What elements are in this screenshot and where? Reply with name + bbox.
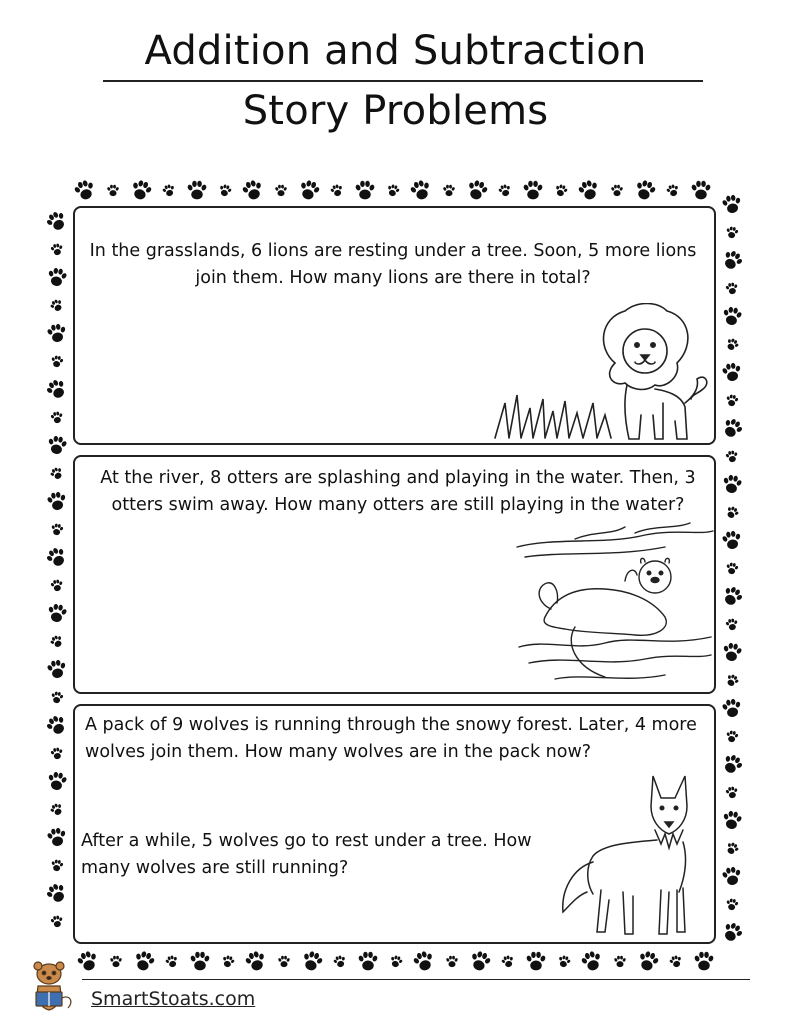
paw-print-icon (46, 435, 68, 456)
paw-print-icon (468, 949, 493, 973)
paw-print-icon (75, 949, 100, 973)
paw-print-icon (721, 642, 743, 663)
problem-card-lions (73, 206, 716, 445)
paw-print-icon (500, 954, 515, 969)
paw-print-icon (719, 920, 745, 945)
paw-print-icon (523, 181, 543, 200)
paw-print-icon (50, 355, 64, 368)
paw-print-icon (72, 178, 97, 202)
paw-print-icon (48, 465, 64, 481)
paw-print-icon (721, 362, 743, 383)
paw-print-icon (725, 898, 739, 911)
paw-print-icon (725, 282, 739, 295)
paw-print-icon (579, 949, 604, 973)
paw-print-icon (48, 297, 64, 313)
problem-text-wolves: A pack of 9 wolves is running through the snowy forest. Later, 4 more wolves join them. How many wolves are in the pack now? (85, 715, 697, 762)
paw-print-icon (725, 562, 739, 575)
paw-print-icon (161, 183, 176, 198)
paw-print-icon (725, 786, 739, 799)
paw-print-icon (50, 411, 64, 424)
site-link[interactable]: SmartStoats.com (91, 988, 256, 1010)
paw-print-icon (46, 827, 68, 848)
paw-print-icon (694, 952, 714, 971)
title-line-1: Addition and Subtraction (144, 28, 647, 74)
paw-print-icon (44, 713, 70, 738)
paw-print-icon (614, 956, 626, 967)
paw-print-icon (719, 248, 745, 273)
paw-print-icon (388, 954, 403, 969)
paw-print-icon (164, 954, 179, 969)
paw-print-icon (110, 956, 122, 967)
paw-print-icon (46, 323, 68, 344)
problem-text-lions: In the grasslands, 6 lions are resting under a tree. Soon, 5 more lions join them. How many lions are there in total? (89, 241, 697, 288)
paw-print-icon (44, 545, 70, 570)
paw-print-icon (46, 491, 68, 512)
wolf-icon (553, 772, 723, 940)
paw-print-icon (355, 181, 375, 200)
paw-print-icon (217, 183, 232, 198)
paw-print-icon (446, 956, 458, 967)
problem-text-otters: At the river, 8 otters are splashing and playing in the water. Then, 3 otters swim away. How many otters are still playing in the water? (100, 468, 696, 515)
paw-print-icon (526, 952, 546, 971)
paw-print-icon (725, 450, 739, 463)
problem-followup-wolves: After a while, 5 wolves go to rest under a tree. How many wolves are still running? (81, 831, 532, 878)
paw-print-icon (408, 178, 433, 202)
paw-print-icon (611, 185, 623, 196)
paw-print-icon (50, 747, 64, 760)
paw-print-icon (44, 209, 70, 234)
paw-print-icon (691, 181, 711, 200)
paw-print-icon (719, 752, 745, 777)
paw-print-icon (50, 243, 64, 256)
paw-print-icon (724, 672, 740, 688)
paw-print-icon (50, 579, 64, 592)
paw-print-icon (721, 194, 743, 215)
paw-print-icon (721, 698, 743, 719)
paw-print-icon (243, 949, 268, 973)
paw-print-icon (48, 801, 64, 817)
paw-print-icon (411, 949, 436, 973)
paw-print-icon (278, 956, 290, 967)
paw-print-icon (668, 954, 683, 969)
stoat-mascot-icon (22, 958, 76, 1014)
paw-print-icon (132, 949, 157, 973)
paw-print-icon (50, 915, 64, 928)
paw-print-icon (721, 306, 743, 327)
otter-icon (515, 517, 715, 692)
paw-print-icon (46, 603, 68, 624)
paw-print-icon (724, 504, 740, 520)
paw-print-icon (576, 178, 601, 202)
paw-print-icon (44, 881, 70, 906)
paw-print-icon (553, 183, 568, 198)
paw-print-icon (556, 954, 571, 969)
paw-print-icon (721, 866, 743, 887)
paw-print-icon (50, 523, 64, 536)
paw-print-icon (721, 530, 743, 551)
paw-print-icon (44, 377, 70, 402)
paw-print-icon (220, 954, 235, 969)
paw-print-icon (332, 954, 347, 969)
paw-print-icon (724, 840, 740, 856)
paw-print-icon (725, 226, 739, 239)
title-line-2: Story Problems (242, 88, 549, 134)
paw-print-icon (665, 183, 680, 198)
paw-print-icon (721, 474, 743, 495)
paw-print-icon (300, 949, 325, 973)
lion-icon (485, 303, 715, 443)
footer-divider (82, 979, 750, 980)
paw-print-icon (329, 183, 344, 198)
paw-print-icon (725, 730, 739, 743)
paw-print-icon (297, 178, 322, 202)
paw-print-icon (46, 659, 68, 680)
paw-print-icon (721, 810, 743, 831)
paw-print-icon (443, 185, 455, 196)
paw-print-icon (129, 178, 154, 202)
paw-print-icon (50, 859, 64, 872)
paw-print-icon (719, 584, 745, 609)
paw-print-icon (240, 178, 265, 202)
paw-print-icon (46, 267, 68, 288)
paw-print-icon (725, 618, 739, 631)
paw-print-icon (190, 952, 210, 971)
paw-print-icon (725, 394, 739, 407)
paw-print-icon (497, 183, 512, 198)
paw-print-icon (633, 178, 658, 202)
paw-print-icon (719, 416, 745, 441)
paw-print-icon (50, 691, 64, 704)
paw-print-icon (724, 336, 740, 352)
paw-print-icon (385, 183, 400, 198)
paw-print-icon (48, 633, 64, 649)
paw-print-icon (275, 185, 287, 196)
problem-card-otters (73, 455, 716, 694)
paw-print-icon (636, 949, 661, 973)
paw-print-icon (465, 178, 490, 202)
paw-print-icon (358, 952, 378, 971)
problem-card-wolves (73, 704, 716, 944)
paw-print-icon (107, 185, 119, 196)
paw-print-icon (46, 771, 68, 792)
paw-print-icon (187, 181, 207, 200)
